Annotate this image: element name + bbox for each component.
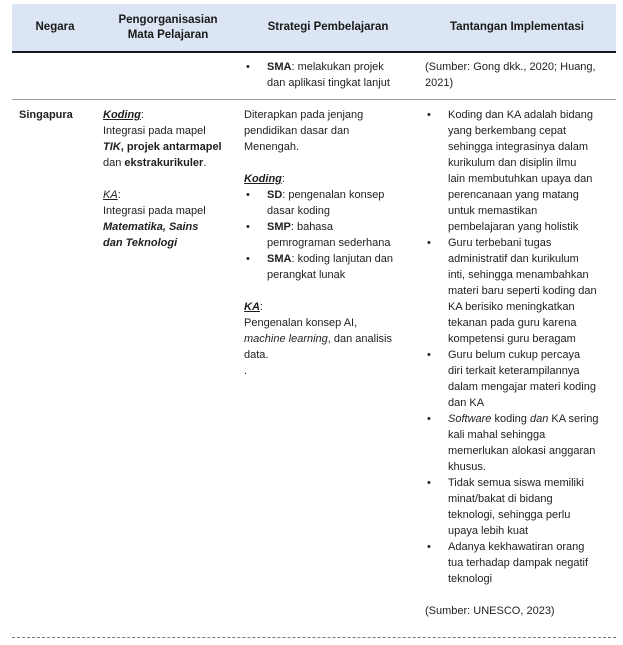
bullet-icon: • bbox=[427, 413, 431, 425]
bullet-icon: • bbox=[427, 237, 431, 249]
bullet-text: diri terkait keterampilannya bbox=[448, 365, 580, 377]
strategi-text: Pengenalan konsep AI, bbox=[244, 317, 358, 329]
bullet-text: kali mahal sehingga bbox=[448, 429, 546, 441]
bullet-text: koding bbox=[491, 413, 530, 425]
org-text: . bbox=[203, 157, 207, 169]
bullet-text: : koding lanjutan dan bbox=[291, 253, 393, 265]
tantangan-list bbox=[425, 107, 616, 587]
strategi-list bbox=[244, 187, 418, 283]
bullet-label: SMP bbox=[267, 221, 291, 233]
org-text: dan Teknologi bbox=[103, 237, 178, 249]
bullet-text: dasar koding bbox=[267, 205, 330, 217]
bullet-icon: • bbox=[246, 253, 250, 265]
list-item bbox=[244, 251, 418, 283]
list-item bbox=[425, 475, 616, 539]
bullet-text: inti, sehingga menambahkan bbox=[448, 269, 589, 281]
bullet-text: pemrograman sederhana bbox=[267, 237, 391, 249]
row-divider bbox=[12, 99, 616, 100]
tantangan-cell bbox=[425, 107, 616, 619]
list-item bbox=[425, 235, 616, 347]
bullet-text: KA sering bbox=[548, 413, 599, 425]
bullet-text: perangkat lunak bbox=[267, 269, 346, 281]
bullet-icon: • bbox=[427, 541, 431, 553]
strategi-text: . bbox=[244, 365, 248, 377]
org-text: Matematika, Sains bbox=[103, 221, 199, 233]
org-text: Integrasi pada mapel bbox=[103, 125, 206, 137]
ka-heading: KA bbox=[244, 301, 260, 313]
bullet-label: SMA bbox=[267, 61, 292, 73]
bullet-text: : pengenalan konsep bbox=[282, 189, 385, 201]
bullet-text: Tidak semua siswa memiliki bbox=[448, 477, 584, 489]
bullet-text: pembelajaran yang holistik bbox=[448, 221, 579, 233]
country-cell: Singapura bbox=[19, 109, 73, 121]
strategi-text: data. bbox=[244, 349, 269, 361]
bullet-text: memerlukan alokasi anggaran bbox=[448, 445, 596, 457]
bullet-text: teknologi, sehingga perlu bbox=[448, 509, 571, 521]
list-item bbox=[425, 107, 616, 235]
list-item bbox=[425, 411, 616, 475]
bullet-text: perencanaan yang matang bbox=[448, 189, 579, 201]
bullet-text: yang berkembang cepat bbox=[448, 125, 567, 137]
org-text: , bbox=[120, 141, 127, 153]
bullet-text: kompetensi guru beragam bbox=[448, 333, 576, 345]
bullet-text: teknologi bbox=[448, 573, 493, 585]
bullet-text: upaya lebih kuat bbox=[448, 525, 529, 537]
bullet-icon: • bbox=[246, 61, 250, 73]
source-text: 2021) bbox=[425, 77, 454, 89]
bullet-text: KA berisiko meningkatkan bbox=[448, 301, 575, 313]
bullet-text: khusus. bbox=[448, 461, 486, 473]
org-cell: Koding: Integrasi pada mapel TIK, projek antarmapel dan ekstrakurikuler. KA: Integrasi pada mapel Matematika, Sains dan Teknologi bbox=[103, 107, 238, 251]
bullet-label: SD bbox=[267, 189, 283, 201]
bullet-text: : bahasa bbox=[290, 221, 334, 233]
header-negara bbox=[12, 4, 98, 51]
org-text: projek antarmapel bbox=[126, 141, 222, 153]
bullet-text: materi baru seperti koding dan bbox=[448, 285, 597, 297]
org-text: dan bbox=[103, 157, 125, 169]
bullet-text: minat/bakat di bidang bbox=[448, 493, 553, 505]
bullet-text: Adanya kekhawatiran orang bbox=[448, 541, 585, 553]
bullet-text: Guru belum cukup percaya bbox=[448, 349, 581, 361]
bullet-icon: • bbox=[246, 221, 250, 233]
org-text: Integrasi pada mapel bbox=[103, 205, 206, 217]
bullet-text: dan aplikasi tingkat lanjut bbox=[267, 77, 390, 89]
strategi-text: machine learning bbox=[244, 333, 328, 345]
header-strategi-text: Strategi Pembelajaran bbox=[267, 21, 389, 33]
bullet-text: : melakukan projek bbox=[291, 61, 384, 73]
bullet-text: lain membutuhkan upaya dan bbox=[448, 173, 593, 185]
header-tantangan bbox=[418, 4, 616, 51]
bullet-text: kurikulum dan disiplin ilmu bbox=[448, 157, 577, 169]
header-pengorganisasian-l1: Pengorganisasian bbox=[118, 13, 218, 26]
header-negara-text: Negara bbox=[35, 21, 75, 33]
strategi-text: pendidikan dasar dan bbox=[244, 125, 350, 137]
bullet-icon: • bbox=[427, 477, 431, 489]
source-text: (Sumber: Gong dkk., 2020; Huang, bbox=[425, 61, 596, 73]
strategi-text: Diterapkan pada jenjang bbox=[244, 109, 364, 121]
bullet-text: Software bbox=[448, 413, 492, 425]
org-text: ekstrakurikuler bbox=[124, 157, 204, 169]
bullet-label: SMA bbox=[267, 253, 292, 265]
strategi-text: Menengah. bbox=[244, 141, 300, 153]
header-rule bbox=[12, 51, 616, 53]
bullet-text: tekanan pada guru karena bbox=[448, 317, 577, 329]
prev-strategi-list bbox=[244, 59, 418, 91]
bullet-text: tua terhadap dampak negatif bbox=[448, 557, 589, 569]
comparison-table bbox=[12, 0, 616, 645]
strategi-cell: Diterapkan pada jenjang pendidikan dasar dan Menengah. Koding: • SD: pengenalan konsep dasar koding • SMP: bahasa pemrograman sederhana • SMA: koding lanjutan dan perangkat lunak KA: Pengenalan konsep AI, machine learning, dan analisis data. . bbox=[244, 107, 418, 379]
bullet-text: dan KA bbox=[448, 397, 485, 409]
table-bottom-rule bbox=[12, 637, 616, 638]
header-pengorganisasian-l2: Mata Pelajaran bbox=[127, 28, 209, 41]
bullet-icon: • bbox=[427, 349, 431, 361]
bullet-text: Guru terbebani tugas bbox=[448, 237, 552, 249]
prev-tantangan-cell bbox=[425, 59, 615, 91]
bullet-text: dalam mengajar materi koding bbox=[448, 381, 596, 393]
strategi-text: , dan analisis bbox=[327, 333, 392, 345]
list-item bbox=[244, 59, 418, 91]
koding-heading: Koding bbox=[103, 109, 141, 121]
bullet-text: untuk memastikan bbox=[448, 205, 538, 217]
bullet-icon: • bbox=[246, 189, 250, 201]
prev-strategi-cell bbox=[244, 59, 418, 91]
bullet-text: dan bbox=[529, 413, 549, 425]
list-item bbox=[244, 219, 418, 251]
bullet-text: administratif dan kurikulum bbox=[448, 253, 579, 265]
bullet-text: Koding dan KA adalah bidang bbox=[448, 109, 593, 121]
header-strategi bbox=[238, 4, 418, 51]
header-pengorganisasian bbox=[98, 4, 238, 51]
source-text: (Sumber: UNESCO, 2023) bbox=[425, 605, 555, 617]
header-tantangan-text: Tantangan Implementasi bbox=[450, 21, 584, 33]
list-item bbox=[425, 539, 616, 587]
bullet-icon: • bbox=[427, 109, 431, 121]
list-item bbox=[244, 187, 418, 219]
koding-heading: Koding bbox=[244, 173, 282, 185]
org-text: TIK bbox=[103, 141, 121, 153]
ka-heading: KA bbox=[103, 189, 118, 201]
list-item bbox=[425, 347, 616, 411]
bullet-text: sehingga integrasinya dalam bbox=[448, 141, 589, 153]
